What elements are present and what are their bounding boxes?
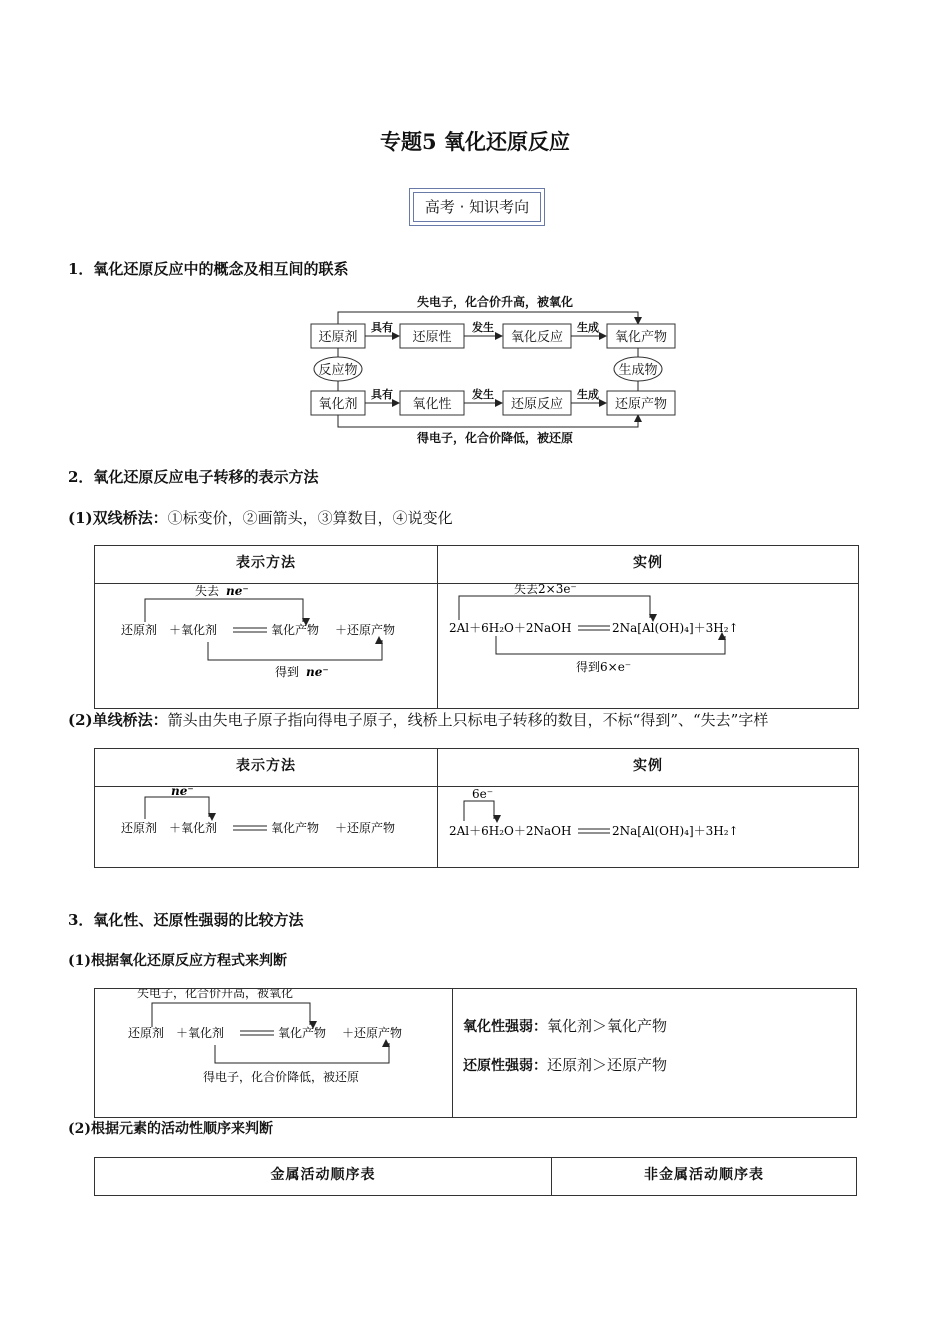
double-bridge-example — [438, 584, 859, 709]
single-bridge-general — [95, 787, 438, 868]
single-ne: ne⁻ — [171, 787, 194, 798]
link-produce-2: 生成 — [577, 388, 599, 401]
eq2-example-right: 2Na[Al(OH)₄]＋3H₂↑ — [612, 824, 739, 838]
oval-product: 生成物 — [618, 363, 658, 378]
box-reducer: 还原剂 — [318, 330, 358, 345]
double-bridge-line — [68, 507, 453, 528]
sub-activity-judge: (2)根据元素的活动性顺序来判断 — [68, 1121, 273, 1137]
col-metal: 金属活动顺序表 — [95, 1158, 552, 1196]
link-have-1: 具有 — [371, 321, 393, 334]
col-method-2: 表示方法 — [95, 749, 438, 787]
single-bridge-table — [94, 748, 859, 868]
heading-electron-transfer: 2．氧化还原反应电子转移的表示方法 — [68, 468, 319, 486]
col-example: 实例 — [438, 546, 859, 584]
concept-diagram — [305, 290, 685, 450]
link-produce-1: 生成 — [577, 321, 599, 334]
lose-label: 失去 — [195, 584, 220, 598]
eq-oxidant: ＋氧化剂 — [169, 623, 218, 637]
eq3-oxidant: ＋氧化剂 — [176, 1026, 225, 1040]
double-bridge-table — [94, 545, 859, 709]
eq2-oxidant: ＋氧化剂 — [169, 821, 218, 835]
col-example-2: 实例 — [438, 749, 859, 787]
eq-reducer: 还原剂 — [121, 623, 158, 637]
eq-example-left: 2Al＋6H₂O＋2NaOH — [449, 621, 572, 635]
eq-oxidation-product: 氧化产物 — [271, 623, 320, 637]
box-oxidant: 氧化剂 — [318, 397, 358, 412]
single-example-label: 6e⁻ — [472, 787, 494, 801]
activity-table — [94, 1157, 857, 1196]
badge-text: 高考 · 知识考向 — [413, 192, 541, 222]
compare-results — [453, 989, 857, 1118]
lose-example: 失去2×3e⁻ — [514, 584, 577, 596]
double-bridge-label: (1)双线桥法： — [68, 509, 168, 527]
link-have-2: 具有 — [371, 388, 393, 401]
reducing-value: 还原剂＞还原产物 — [547, 1056, 668, 1074]
box-oxidation-reaction: 氧化反应 — [510, 330, 564, 345]
box-oxidation-product: 氧化产物 — [614, 330, 668, 345]
page-title: 专题5 氧化还原反应 — [380, 129, 570, 154]
gain-ne: ne⁻ — [306, 665, 329, 679]
heading-compare: 3．氧化性、还原性强弱的比较方法 — [68, 911, 304, 929]
link-occur-1: 发生 — [472, 321, 494, 334]
bottom-arrow-label: 得电子，化合价降低，被还原 — [416, 431, 574, 445]
reducing-label: 还原性强弱： — [463, 1058, 547, 1074]
single-bridge-text: 箭头由失电子原子指向得电子原子，线桥上只标电子转移的数目，不标“得到”、“失去”字样 — [167, 711, 769, 729]
double-bridge-text: ①标变价，②画箭头，③算数目，④说变化 — [167, 509, 453, 527]
box-reduction-product: 还原产物 — [614, 397, 668, 412]
top-arrow-label: 失电子，化合价升高，被氧化 — [416, 295, 574, 309]
eq3-oxidation-product: 氧化产物 — [278, 1026, 327, 1040]
section-badge — [409, 188, 545, 226]
compare-table — [94, 988, 857, 1118]
eq3-reducer: 还原剂 — [128, 1026, 165, 1040]
box-reduction-reaction: 还原反应 — [510, 397, 564, 412]
single-bridge-label: (2)单线桥法： — [68, 711, 168, 729]
single-bridge-example — [438, 787, 859, 868]
eq2-oxidation-product: 氧化产物 — [271, 821, 320, 835]
oval-reactant: 反应物 — [318, 363, 358, 378]
oxidizing-value: 氧化剂＞氧化产物 — [547, 1017, 668, 1035]
box-reducibility: 还原性 — [412, 330, 452, 345]
col-nonmetal: 非金属活动顺序表 — [552, 1158, 857, 1196]
eq2-reduction-product: ＋还原产物 — [335, 821, 396, 835]
box-oxidizability: 氧化性 — [412, 397, 452, 412]
oxidizing-label: 氧化性强弱： — [463, 1019, 547, 1035]
heading-concepts: 1．氧化还原反应中的概念及相互间的联系 — [68, 260, 349, 278]
lose-ne: ne⁻ — [226, 584, 249, 598]
compare-gain: 得电子，化合价降低，被还原 — [203, 1070, 360, 1084]
double-bridge-general — [95, 584, 438, 709]
col-method: 表示方法 — [95, 546, 438, 584]
eq2-reducer: 还原剂 — [121, 821, 158, 835]
oxidizing-strength-line — [463, 1015, 856, 1036]
compare-lose: 失电子，化合价升高，被氧化 — [137, 989, 294, 1000]
eq2-example-left: 2Al＋6H₂O＋2NaOH — [449, 824, 572, 838]
eq3-reduction-product: ＋还原产物 — [342, 1026, 403, 1040]
eq-reduction-product: ＋还原产物 — [335, 623, 396, 637]
sub-equation-judge: (1)根据氧化还原反应方程式来判断 — [68, 953, 287, 969]
gain-label: 得到 — [275, 665, 300, 679]
gain-example: 得到6×e⁻ — [576, 660, 632, 674]
eq-example-right: 2Na[Al(OH)₄]＋3H₂↑ — [612, 621, 739, 635]
reducing-strength-line — [463, 1054, 856, 1075]
link-occur-2: 发生 — [472, 388, 494, 401]
single-bridge-line — [68, 709, 768, 730]
compare-diagram — [95, 989, 453, 1118]
